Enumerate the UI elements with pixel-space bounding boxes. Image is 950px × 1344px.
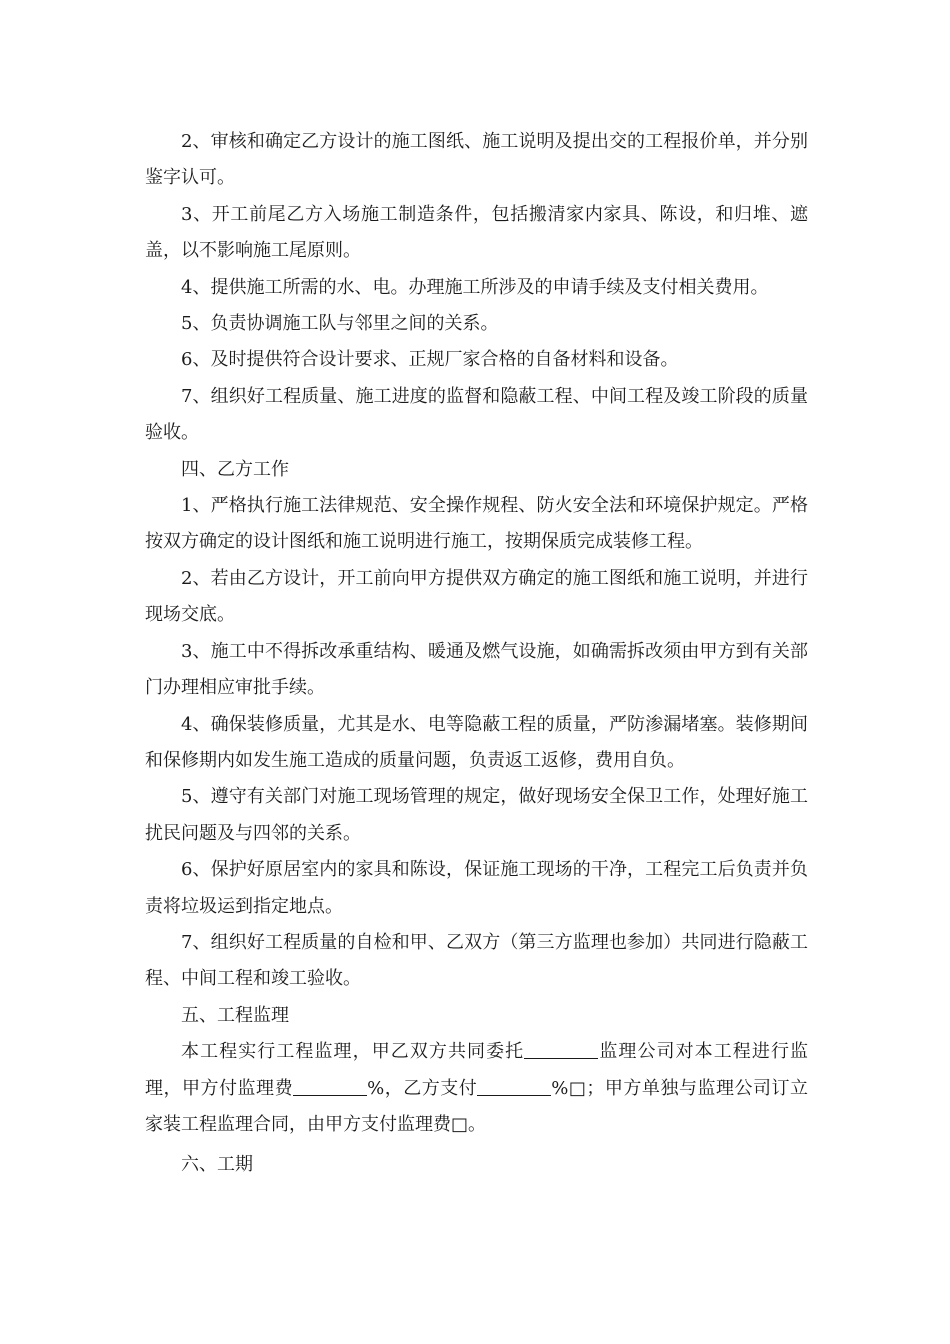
jia-item-7: 7、组织好工程质量、施工进度的监督和隐蔽工程、中间工程及竣工阶段的质量验收。 <box>145 385 808 444</box>
yi-item-7: 7、组织好工程质量的自检和甲、乙双方（第三方监理也参加）共同进行隐蔽工程、中间工程和竣工验收。 <box>145 931 808 990</box>
blank-yi-fee-percent <box>477 1077 551 1096</box>
document-body <box>145 124 808 1184</box>
yi-item-2: 2、若由乙方设计，开工前向甲方提供双方确定的施工图纸和施工说明，并进行现场交底。 <box>145 567 808 626</box>
blank-supervision-company <box>524 1040 598 1059</box>
yi-item-4: 4、确保装修质量，尤其是水、电等隐蔽工程的质量，严防渗漏堵塞。装修期间和保修期内如发生施工造成的质量问题，负责返工返修，费用自负。 <box>145 713 808 771</box>
supervision-text-1: 本工程实行工程监理，甲乙双方共同委托 <box>181 1041 525 1063</box>
supervision-text-3: %，乙方支付 <box>367 1077 478 1099</box>
section-heading-4: 四、乙方工作 <box>181 458 289 480</box>
yi-item-5: 5、遵守有关部门对施工现场管理的规定，做好现场安全保卫工作，处理好施工扰民问题及与四邻的关系。 <box>145 786 808 844</box>
sections-container <box>145 124 808 1034</box>
yi-item-3: 3、施工中不得拆改承重结构、暖通及燃气设施，如确需拆改须由甲方到有关部门办理相应审批手续。 <box>145 640 808 699</box>
supervision-text-4: %□；甲方单独与监理公司订立家装工程监理合同，由甲方支付监理费□。 <box>145 1077 809 1135</box>
jia-item-6: 6、及时提供符合设计要求、正规厂家合格的自备材料和设备。 <box>181 349 679 371</box>
jia-item-4: 4、提供施工所需的水、电。办理施工所涉及的申请手续及支付相关费用。 <box>181 276 769 298</box>
jia-item-5: 5、负责协调施工队与邻里之间的关系。 <box>181 313 499 335</box>
section-heading-5: 五、工程监理 <box>181 1004 289 1026</box>
jia-item-2: 2、审核和确定乙方设计的施工图纸、施工说明及提出交的工程报价单，并分别鉴字认可。 <box>145 131 808 189</box>
yi-item-1: 1、严格执行施工法律规范、安全操作规程、防火安全法和环境保护规定。严格按双方确定的设计图纸和施工说明进行施工，按期保质完成装修工程。 <box>145 495 808 553</box>
supervision-text-2: 监理公司对本工程进行监理，甲方付监理费 <box>145 1041 809 1099</box>
jia-item-3: 3、开工前尾乙方入场施工制造条件，包括搬清家内家具、陈设，和归堆、遮盖，以不影响施工尾原则。 <box>145 203 808 262</box>
supervision-paragraph <box>145 1034 808 1143</box>
section-heading-6: 六、工期 <box>181 1154 253 1176</box>
blank-jia-fee-percent <box>293 1077 367 1096</box>
yi-item-6: 6、保护好原居室内的家具和陈设，保证施工现场的干净，工程完工后负责并负责将垃圾运到指定地点。 <box>145 859 808 917</box>
